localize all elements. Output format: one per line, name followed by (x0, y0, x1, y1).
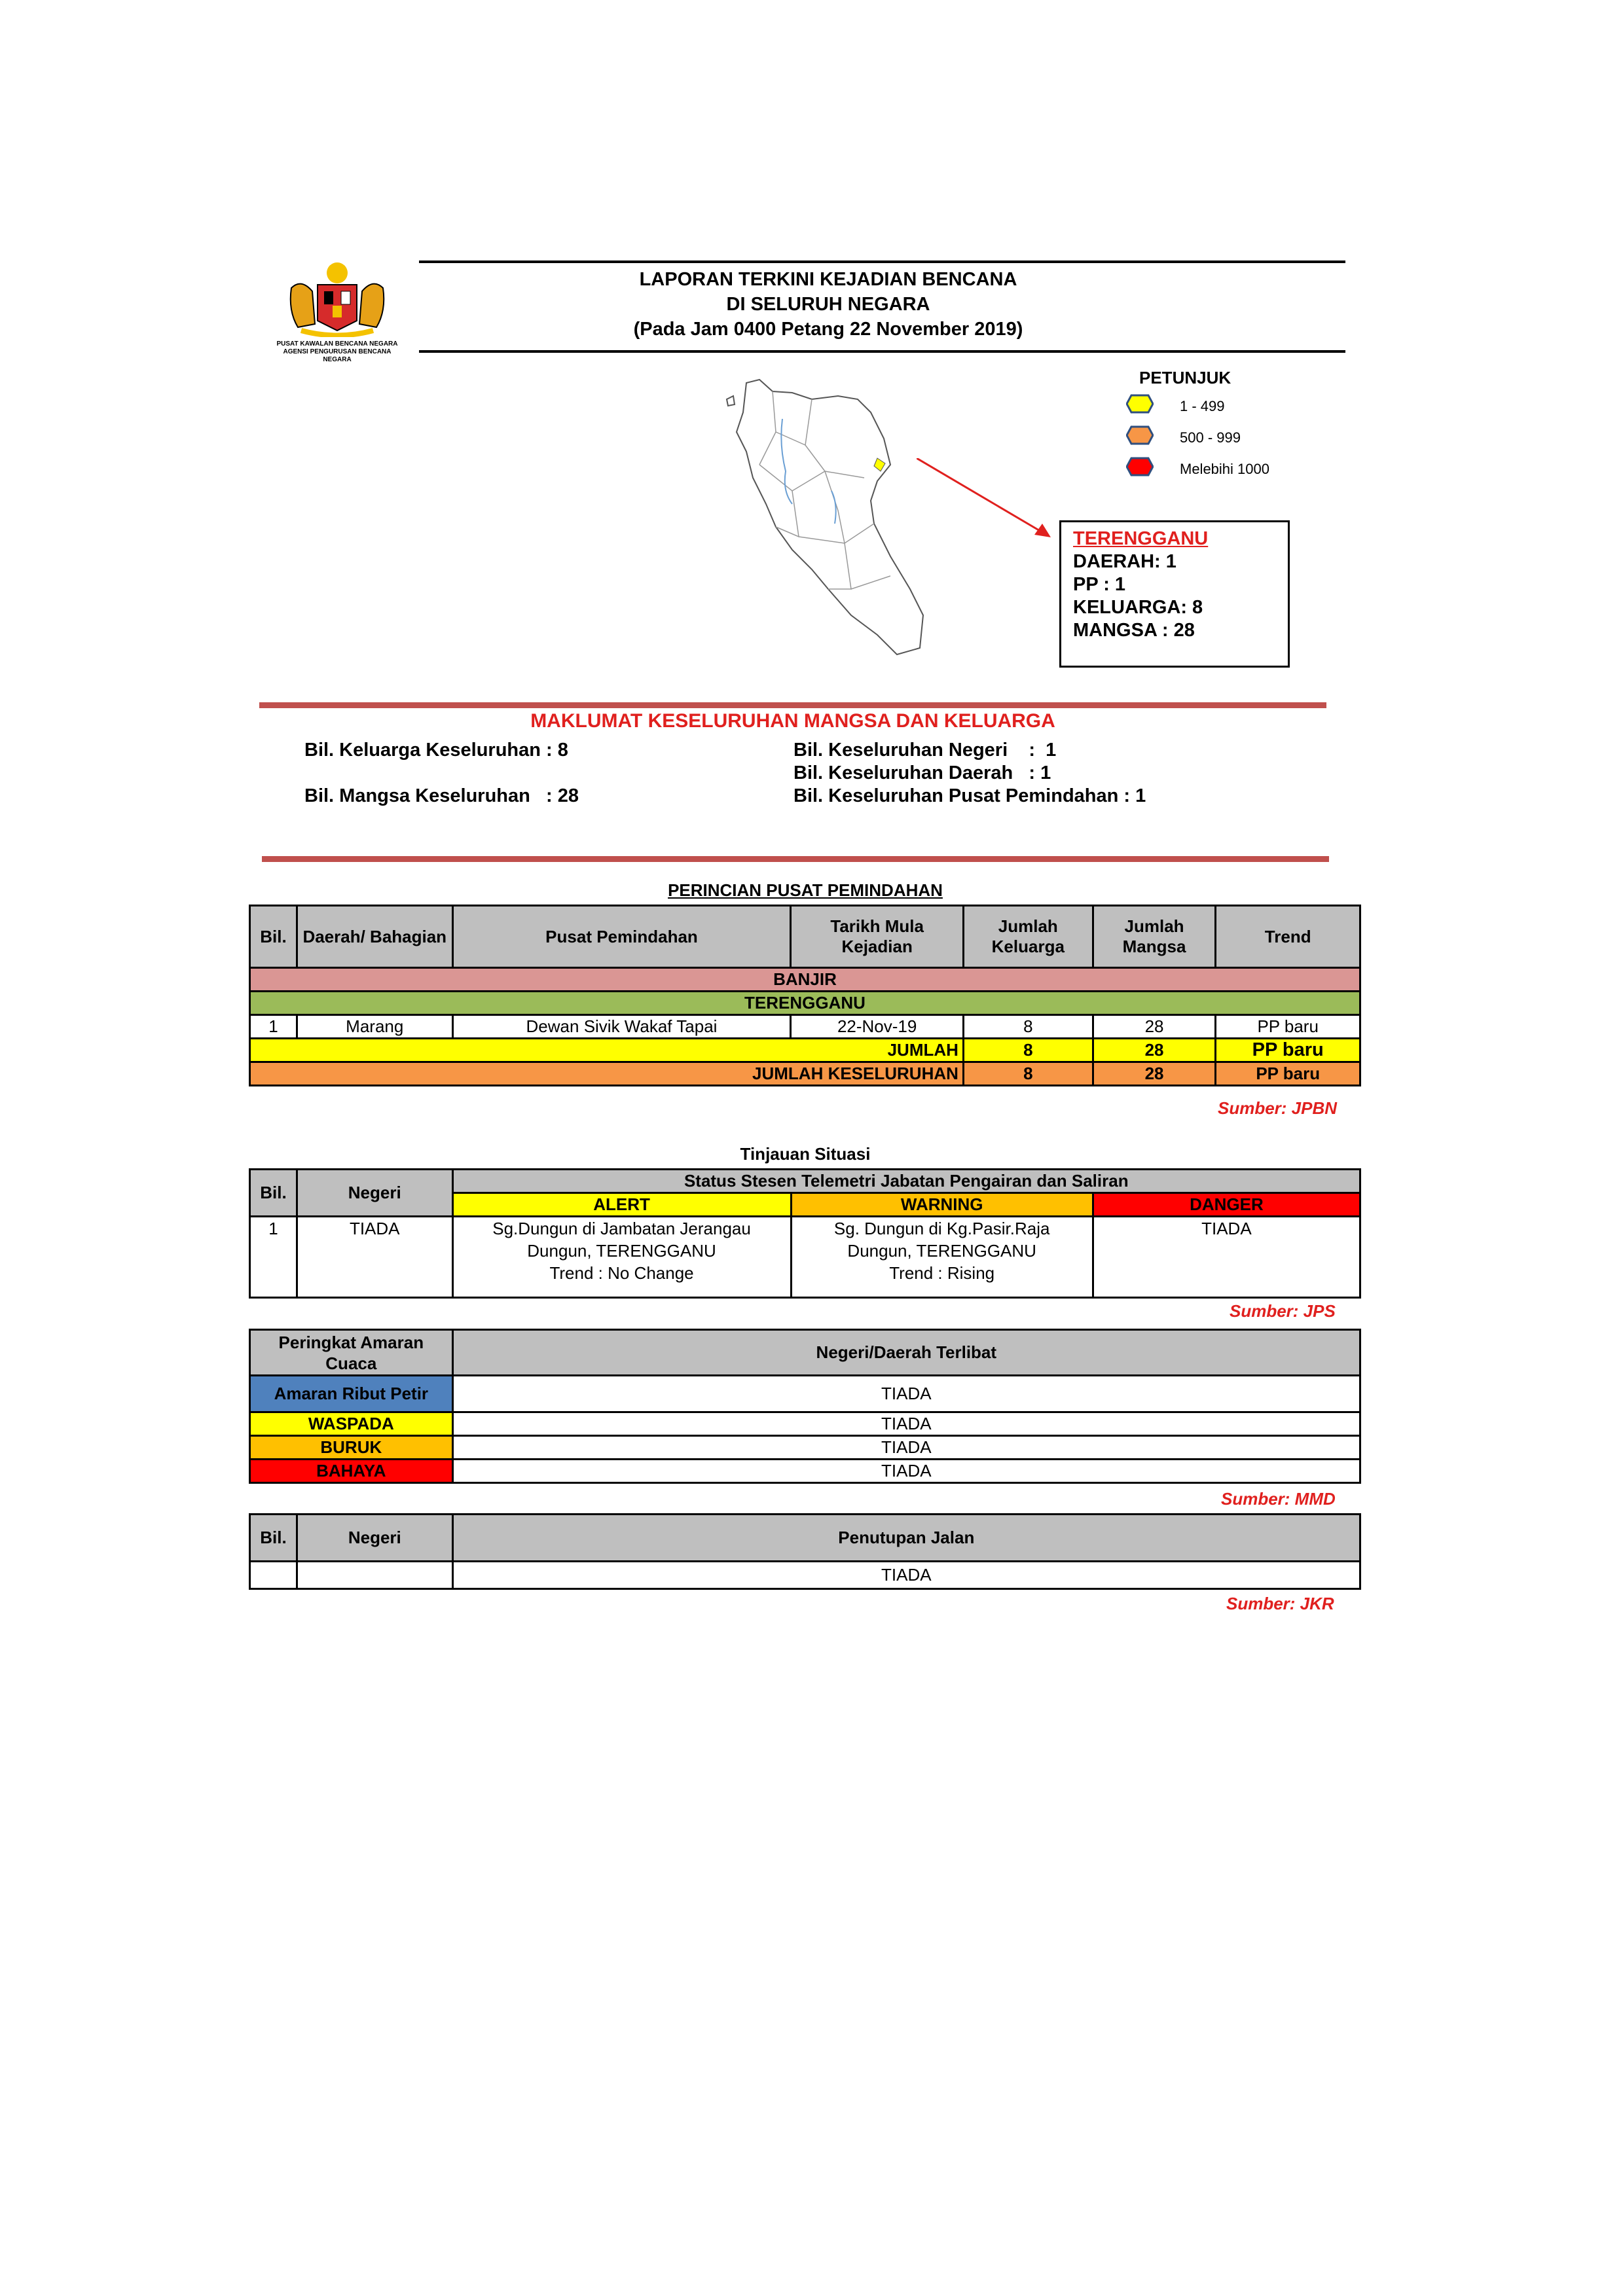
row-tarikh: 22-Nov-19 (791, 1015, 964, 1039)
jumlah-keseluruhan-keluarga: 8 (963, 1062, 1093, 1086)
col-bil: Bil. (250, 906, 297, 968)
col-pusat: Pusat Pemindahan (452, 906, 791, 968)
jumlah-keseluruhan-trend: PP baru (1216, 1062, 1360, 1086)
bahaya-value: TIADA (452, 1460, 1360, 1483)
situasi-row-negeri: TIADA (297, 1217, 452, 1298)
situasi-source: Sumber: JPS (1230, 1301, 1336, 1321)
hexagon-orange-icon (1126, 425, 1154, 445)
legend-label-1: 1 - 499 (1180, 398, 1225, 414)
summary-bottom-rule (262, 856, 1329, 862)
jalan-row-bil (250, 1562, 297, 1589)
col-tarikh: Tarikh Mula Kejadian (791, 906, 964, 968)
legend-label-2: 500 - 999 (1180, 429, 1241, 446)
row-trend: PP baru (1216, 1015, 1360, 1039)
title-line-2: DI SELURUH NEGARA (726, 294, 930, 315)
warning-line-1: Sg. Dungun di Kg.Pasir.Raja (833, 1219, 1050, 1238)
jumlah-keseluruhan-label: JUMLAH KESELURUHAN (250, 1062, 964, 1086)
bahaya-label: BAHAYA (250, 1460, 453, 1483)
callout-state: TERENGGANU (1073, 528, 1209, 549)
row-keluarga: 8 (963, 1015, 1093, 1039)
callout-mangsa: MANGSA : 28 (1073, 620, 1195, 641)
jalan-col-bil: Bil. (250, 1515, 297, 1562)
col-trend: Trend (1216, 906, 1360, 968)
callout-daerah: DAERAH: 1 (1073, 551, 1176, 572)
jumlah-mangsa: 28 (1093, 1039, 1216, 1062)
row-pusat: Dewan Sivik Wakaf Tapai (452, 1015, 791, 1039)
header-bottom-rule (419, 350, 1345, 353)
legend-label-3: Melebihi 1000 (1180, 461, 1269, 477)
hexagon-yellow-icon (1126, 394, 1154, 414)
alert-line-2: Dungun, TERENGGANU (527, 1241, 716, 1261)
cuaca-source: Sumber: MMD (1221, 1489, 1336, 1509)
col-keluarga: Jumlah Keluarga (963, 906, 1093, 968)
title-line-3: (Pada Jam 0400 Petang 22 November 2019) (633, 319, 1023, 340)
agency-logo (272, 259, 403, 363)
row-bil: 1 (250, 1015, 297, 1039)
col-mangsa: Jumlah Mangsa (1093, 906, 1216, 968)
table-row (250, 1217, 1360, 1298)
alert-line-3: Trend : No Change (549, 1263, 694, 1283)
alert-line-1: Sg.Dungun di Jambatan Jerangau (492, 1219, 751, 1238)
header-top-rule (419, 260, 1345, 263)
summary-keluarga: Bil. Keluarga Keseluruhan : 8 (304, 740, 568, 761)
coat-of-arms-icon (272, 259, 403, 337)
danger-header: DANGER (1093, 1193, 1360, 1217)
logo-caption-2: AGENSI PENGURUSAN BENCANA NEGARA (283, 348, 392, 363)
jumlah-trend: PP baru (1216, 1039, 1360, 1062)
summary-mangsa: Bil. Mangsa Keseluruhan : 28 (304, 785, 579, 806)
col-daerah: Daerah/ Bahagian (297, 906, 452, 968)
title-line-1: LAPORAN TERKINI KEJADIAN BENCANA (639, 269, 1017, 290)
danger-cell: TIADA (1093, 1217, 1360, 1298)
situasi-col-negeri: Negeri (297, 1170, 452, 1217)
waspada-label: WASPADA (250, 1412, 453, 1436)
situasi-col-bil: Bil. (250, 1170, 297, 1217)
jalan-table (249, 1513, 1361, 1590)
buruk-label: BURUK (250, 1436, 453, 1460)
jalan-col-penutupan: Penutupan Jalan (452, 1515, 1360, 1562)
cuaca-col-peringkat: Peringkat Amaran Cuaca (250, 1330, 453, 1376)
report-title (419, 267, 1237, 342)
summary-negeri: Bil. Keseluruhan Negeri : 1 (793, 740, 1057, 761)
jalan-col-negeri: Negeri (297, 1515, 452, 1562)
waspada-value: TIADA (452, 1412, 1360, 1436)
cuaca-col-negeri: Negeri/Daerah Terlibat (452, 1330, 1360, 1376)
ribut-petir-label: Amaran Ribut Petir (250, 1376, 453, 1412)
table-row (250, 1015, 1360, 1039)
situasi-row-bil: 1 (250, 1217, 297, 1298)
buruk-value: TIADA (452, 1436, 1360, 1460)
warning-line-2: Dungun, TERENGGANU (847, 1241, 1036, 1261)
callout-arrow-icon (917, 458, 1061, 543)
summary-top-rule (259, 702, 1326, 708)
jumlah-keluarga: 8 (963, 1039, 1093, 1062)
situasi-table (249, 1168, 1361, 1299)
summary-daerah: Bil. Keseluruhan Daerah : 1 (793, 762, 1051, 783)
callout-pp: PP : 1 (1073, 574, 1126, 595)
logo-caption-1: PUSAT KAWALAN BENCANA NEGARA (276, 340, 398, 348)
summary-pusat: Bil. Keseluruhan Pusat Pemindahan : 1 (793, 785, 1146, 806)
table-row (250, 1562, 1360, 1589)
warning-header: WARNING (791, 1193, 1093, 1217)
jumlah-label: JUMLAH (250, 1039, 964, 1062)
alert-cell (452, 1217, 791, 1298)
ribut-petir-value: TIADA (452, 1376, 1360, 1412)
state-row: TERENGGANU (250, 992, 1360, 1015)
row-daerah: Marang (297, 1015, 452, 1039)
pp-table (249, 905, 1361, 1086)
jalan-row-negeri (297, 1562, 452, 1589)
cuaca-table (249, 1329, 1361, 1484)
warning-cell (791, 1217, 1093, 1298)
pp-source: Sumber: JPBN (1218, 1098, 1338, 1118)
jumlah-keseluruhan-mangsa: 28 (1093, 1062, 1216, 1086)
jalan-source: Sumber: JKR (1226, 1594, 1334, 1613)
alert-header: ALERT (452, 1193, 791, 1217)
row-mangsa: 28 (1093, 1015, 1216, 1039)
callout-keluarga: KELUARGA: 8 (1073, 597, 1203, 618)
warning-line-3: Trend : Rising (889, 1263, 995, 1283)
legend-title: PETUNJUK (1139, 368, 1231, 387)
situasi-col-status: Status Stesen Telemetri Jabatan Pengairan dan Saliran (452, 1170, 1360, 1193)
hexagon-red-icon (1126, 457, 1154, 476)
summary-title: MAKLUMAT KESELURUHAN MANGSA DAN KELUARGA (530, 710, 1055, 732)
category-row: BANJIR (250, 968, 1360, 992)
jalan-row-value: TIADA (452, 1562, 1360, 1589)
situasi-title: Tinjauan Situasi (740, 1144, 871, 1164)
legend (1126, 393, 1322, 484)
state-callout-box (1059, 520, 1290, 668)
pp-table-title: PERINCIAN PUSAT PEMINDAHAN (668, 880, 943, 900)
